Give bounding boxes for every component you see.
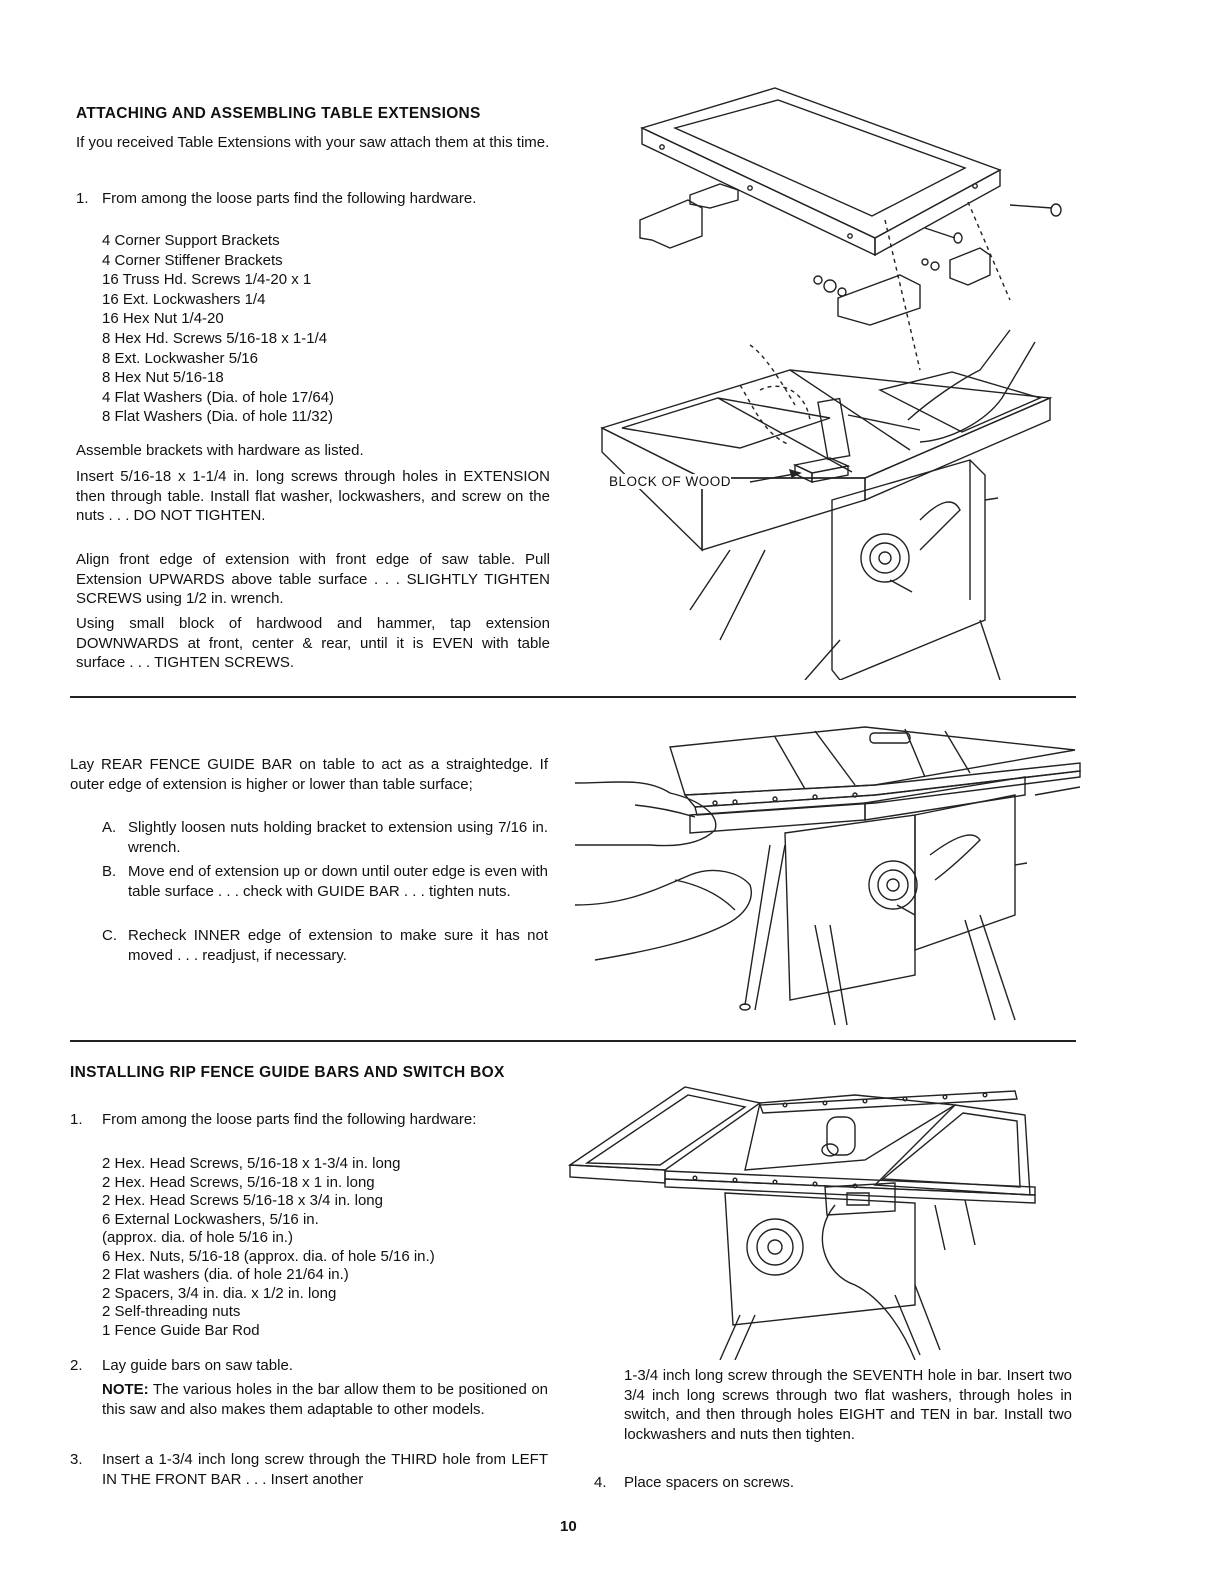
note-paragraph <box>102 1380 548 1419</box>
step-letter: B. <box>102 863 117 880</box>
intro-paragraph: If you received Table Extensions with your saw attach them at this time. <box>76 134 550 151</box>
using-paragraph: Using small block of hardwood and hammer, tap extension DOWNWARDS at front, center & rear, until it is EVEN with table surface . . . TIGHTEN SCREWS. <box>76 615 550 671</box>
step-text: Move end of extension up or down until outer edge is even with table surface . . . check with GUIDE BAR . . . tighten nuts. <box>128 863 548 900</box>
list-item: 6 External Lockwashers, 5/16 in. <box>102 1210 319 1228</box>
list-item: 16 Hex Nut 1/4-20 <box>102 310 224 328</box>
step-a <box>102 818 548 857</box>
step-text: From among the loose parts find the following hardware: <box>102 1111 477 1128</box>
step-b <box>102 862 548 901</box>
step-letter: C. <box>102 927 117 944</box>
step-1 <box>76 189 550 209</box>
hardware-list <box>102 1155 542 1340</box>
step-text: Recheck INNER edge of extension to make sure it has not moved . . . readjust, if necessary. <box>128 927 548 964</box>
list-item: 2 Self-threading nuts <box>102 1303 241 1320</box>
list-item: 2 Spacers, 3/4 in. dia. x 1/2 in. long <box>102 1284 337 1302</box>
list-item: 4 Corner Support Brackets <box>102 232 280 249</box>
note-label: NOTE: <box>102 1381 149 1398</box>
list-item: 4 Corner Stiffener Brackets <box>102 251 283 269</box>
step-number: 3. <box>70 1451 83 1468</box>
divider <box>70 1040 1076 1042</box>
align-paragraph: Align front edge of extension with front edge of saw table. Pull Extension UPWARDS above table surface . . . SLIGHTLY TIGHTEN SCREWS using 1/2 in. wrench. <box>76 551 550 607</box>
guide-bar-intro: Lay REAR FENCE GUIDE BAR on table to act as a straightedge. If outer edge of extension is higher or lower than table surface; <box>70 756 548 793</box>
list-item: 8 Hex Hd. Screws 5/16-18 x 1-1/4 <box>102 329 328 347</box>
list-item: 16 Ext. Lockwashers 1/4 <box>102 290 266 308</box>
list-item: 2 Flat washers (dia. of hole 21/64 in.) <box>102 1266 349 1283</box>
step-2 <box>70 1356 548 1376</box>
list-item: 6 Hex. Nuts, 5/16-18 (approx. dia. of hole 5/16 in.) <box>102 1247 435 1265</box>
list-item: 16 Truss Hd. Screws 1/4-20 x 1 <box>102 271 312 289</box>
step-text: From among the loose parts find the following hardware. <box>102 190 477 207</box>
insert-paragraph: Insert 5/16-18 x 1-1/4 in. long screws through holes in EXTENSION then through table. Install flat washer, lockwashers, and screw on the nuts . . . DO NOT TIGHTEN. <box>76 468 550 524</box>
step-3 <box>70 1450 548 1489</box>
figure-label-block-of-wood: BLOCK OF WOOD <box>609 474 732 489</box>
step-text: Insert a 1-3/4 inch long screw through the THIRD hole from LEFT IN THE FRONT BAR . . . Insert another <box>102 1451 548 1488</box>
step-number: 1. <box>76 190 89 207</box>
guide-bar-installation-figure <box>565 1075 1075 1360</box>
list-item: 1 Fence Guide Bar Rod <box>102 1321 260 1339</box>
hardware-list <box>102 231 522 427</box>
step-4 <box>594 1473 1074 1493</box>
section-title-table-extensions: ATTACHING AND ASSEMBLING TABLE EXTENSIONS <box>76 105 481 122</box>
continued-paragraph: 1-3/4 inch long screw through the SEVENTH hole in bar. Insert two 3/4 inch long screws through two flat washers, through holes in switch, and then through holes EIGHT and TEN in bar. Install two lockwashers and nuts then tighten. <box>624 1367 1072 1443</box>
section-title-rip-fence: INSTALLING RIP FENCE GUIDE BARS AND SWITCH BOX <box>70 1064 505 1081</box>
step-text: Lay guide bars on saw table. <box>102 1357 293 1374</box>
note-text: The various holes in the bar allow them to be positioned on this saw and also makes them adaptable to other models. <box>102 1381 549 1418</box>
step-number: 4. <box>594 1474 607 1491</box>
step-1 <box>70 1110 548 1130</box>
list-item: 2 Hex. Head Screws, 5/16-18 x 1 in. long <box>102 1173 375 1191</box>
assemble-paragraph: Assemble brackets with hardware as listed. <box>76 442 364 459</box>
list-item: 2 Hex. Head Screws 5/16-18 x 3/4 in. long <box>102 1192 383 1209</box>
list-item: 2 Hex. Head Screws, 5/16-18 x 1-3/4 in. long <box>102 1155 401 1172</box>
page-number: 10 <box>560 1518 577 1535</box>
step-number: 2. <box>70 1357 83 1374</box>
list-item: 8 Hex Nut 5/16-18 <box>102 369 224 387</box>
step-text: Place spacers on screws. <box>624 1474 795 1491</box>
table-extension-figure <box>590 80 1110 680</box>
list-item: 4 Flat Washers (Dia. of hole 17/64) <box>102 388 335 406</box>
step-number: 1. <box>70 1111 83 1128</box>
list-item: 8 Flat Washers (Dia. of hole 11/32) <box>102 408 333 426</box>
divider <box>70 696 1076 698</box>
list-item: (approx. dia. of hole 5/16 in.) <box>102 1229 293 1246</box>
step-letter: A. <box>102 819 117 836</box>
list-item: 8 Ext. Lockwasher 5/16 <box>102 349 258 367</box>
step-text: Slightly loosen nuts holding bracket to extension using 7/16 in. wrench. <box>128 819 548 856</box>
guide-bar-check-figure <box>575 715 1085 1025</box>
step-c <box>102 926 548 965</box>
